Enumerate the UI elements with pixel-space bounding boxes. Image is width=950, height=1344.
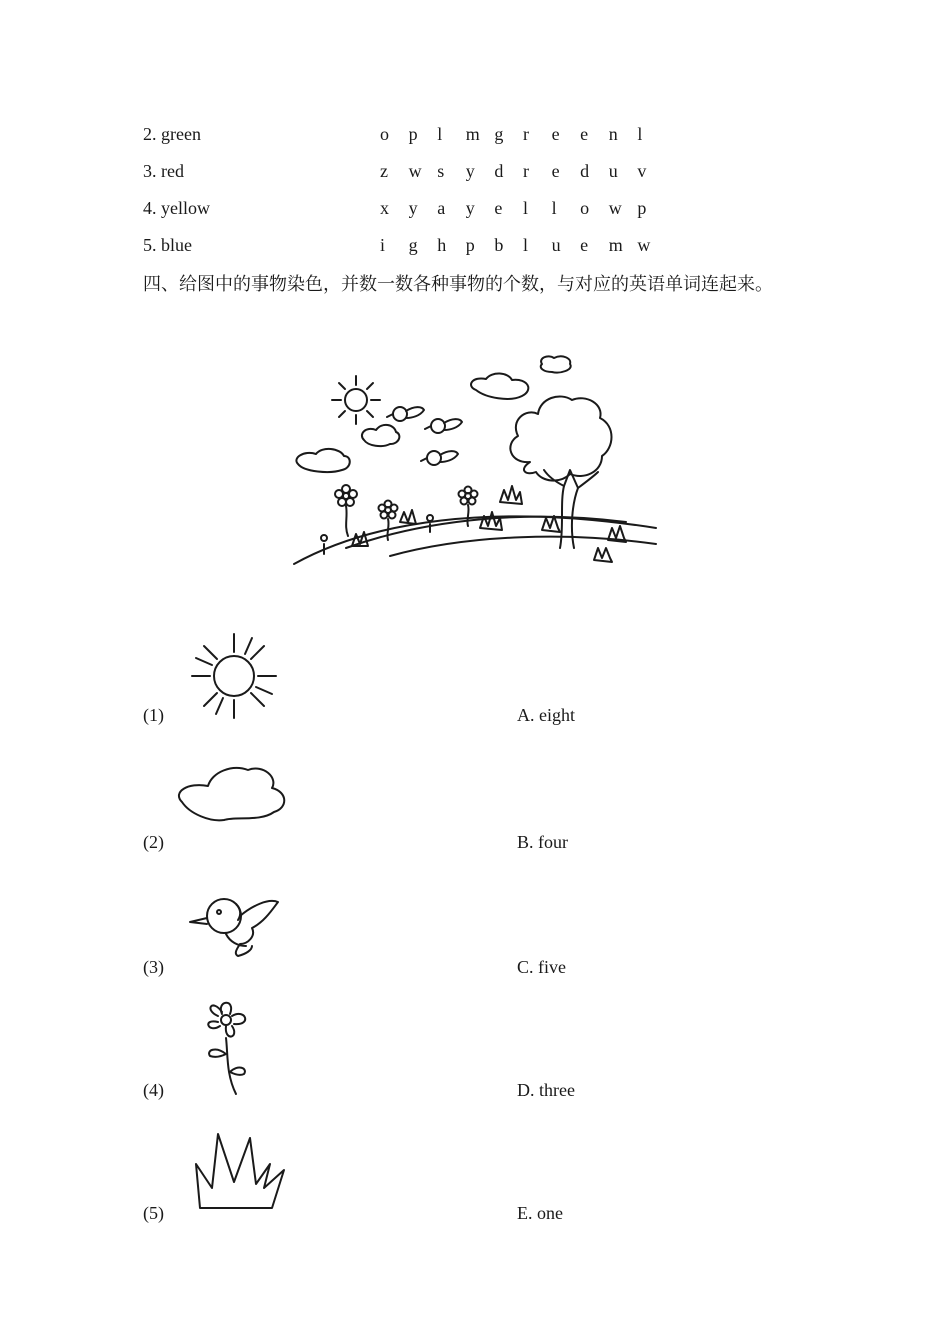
bird-icon [186,894,282,958]
word-search-label-3: 4. yellow [143,198,210,218]
letter: e [494,198,503,218]
letter: e [580,235,589,255]
letter: l [522,198,528,218]
letter: u [608,161,618,181]
letter: d [580,161,590,181]
letter: g [408,235,418,255]
word-search-letters-2 [380,161,666,182]
letter: p [465,235,475,255]
letter: h [437,235,447,255]
match-item-5-label: (5) [143,1203,164,1223]
letter: m [608,235,623,255]
letter: u [551,235,561,255]
match-option-d: D. three [517,1080,575,1100]
letter: w [637,235,651,255]
letter: p [408,124,418,144]
cloud-icon [174,762,288,824]
letter: a [437,198,446,218]
cloud-icon [296,449,349,472]
letter: e [580,124,589,144]
word-search-label-2: 3. red [143,161,184,181]
word-search-label-1: 2. green [143,124,201,144]
letter: i [380,235,386,255]
grass-icon [352,532,368,546]
bird-icon [387,407,424,421]
letter: r [522,161,529,181]
tree-icon [510,396,611,548]
match-option-b: B. four [517,832,568,852]
section-4-heading: 四、给图中的事物染色，并数一数各种事物的个数，与对应的英语单词连起来。 [143,274,773,294]
letter: w [608,198,622,218]
word-search-letters-1 [380,124,666,145]
letter: l [551,198,557,218]
letter: o [580,198,590,218]
cloud-icon [362,425,399,446]
word-search-letters-3 [380,198,666,219]
letter: y [408,198,418,218]
cloud-icon [541,356,571,372]
flower-icon [427,515,433,532]
grass-icon [192,1130,288,1212]
grass-icon [400,510,416,524]
match-item-3-label: (3) [143,957,164,977]
letter: b [494,235,504,255]
letter: x [380,198,389,218]
letter: z [380,161,388,181]
letter: l [637,124,643,144]
sun-icon [332,376,380,424]
grass-icon [500,486,522,504]
letter: n [608,124,618,144]
letter: l [437,124,443,144]
cloud-icon [471,373,528,398]
match-option-a: A. eight [517,705,575,725]
bird-icon [425,419,462,433]
letter: w [408,161,422,181]
letter: y [465,198,475,218]
grass-icon [480,512,502,530]
letter: d [494,161,504,181]
letter: m [465,124,480,144]
sun-icon [188,630,280,722]
hill-line [390,537,656,556]
flower-icon [192,994,262,1098]
match-item-4-label: (4) [143,1080,164,1100]
letter: p [637,198,647,218]
match-option-e: E. one [517,1203,563,1223]
match-item-1-label: (1) [143,705,164,725]
letter: v [637,161,647,181]
match-item-2-label: (2) [143,832,164,852]
word-search-letters-4 [380,235,666,256]
letter: r [522,124,529,144]
letter: g [494,124,504,144]
letter: e [551,124,560,144]
grass-icon [594,548,612,562]
letter: e [551,161,560,181]
letter: s [437,161,445,181]
match-option-c: C. five [517,957,566,977]
flower-icon [335,485,357,536]
scene-illustration [290,352,670,572]
word-search-label-4: 5. blue [143,235,192,255]
letter: l [522,235,528,255]
letter: y [465,161,475,181]
bird-icon [421,451,458,465]
letter: o [380,124,389,144]
